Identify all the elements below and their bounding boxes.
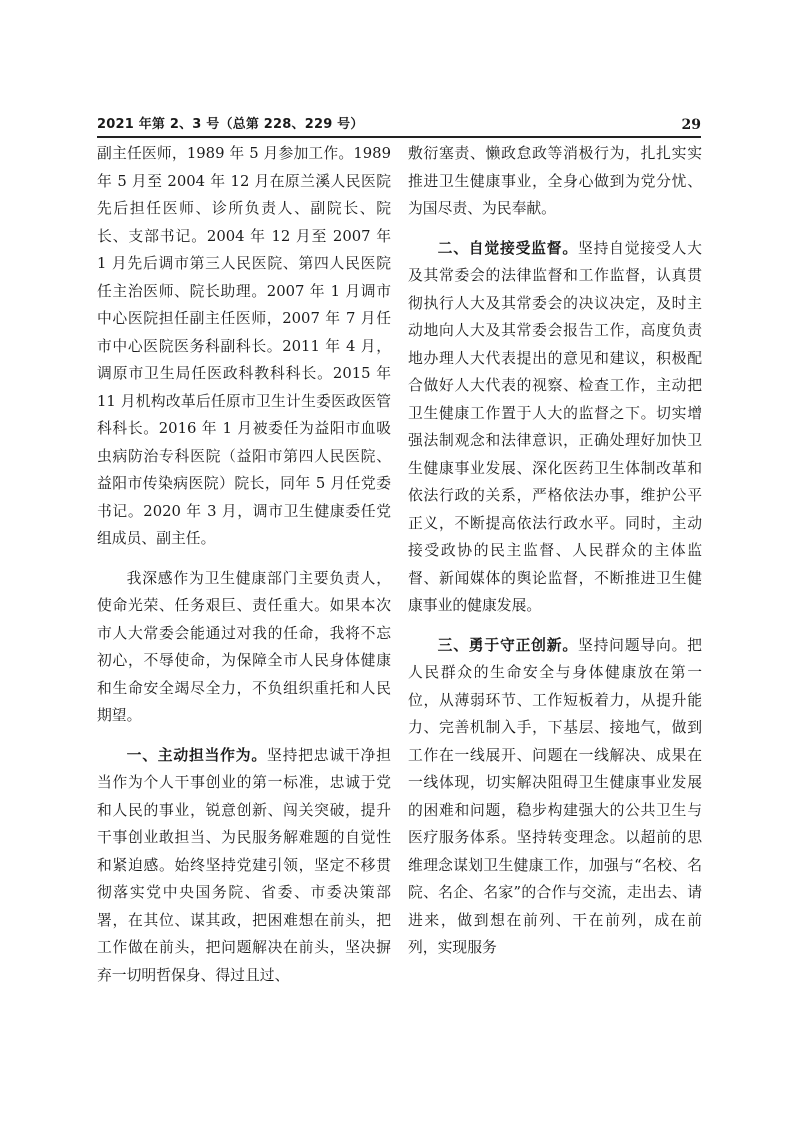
section-2-heading: 二、自觉接受监督。 [437,239,578,257]
section-1-continuation: 敷衍塞责、懒政怠政等消极行为，扎扎实实推进卫生健康事业，全身心做到为党分忧、为国尽责、为民奉献。 [408,145,702,217]
page-number: 29 [681,117,701,133]
left-column [97,140,391,989]
running-header [97,116,701,138]
bio-paragraph: 副主任医师，1989 年 5 月参加工作。1989 年 5 月至 2004 年 12 月在原兰溪人民医院先后担任医师、诊所负责人、副院长、院长、支部书记。2004 年 12 月至 2007 年 1 月先后调市第三人民医院、第四人民医院任主治医师、院长助理。2007 年 1 月调市中心医院担任副主任医师，2007 年 7 月任市中心医院医务科副科长。2011 年 4 月，调原市卫生局任医政科教科科长。2015 年 11 月机构改革后任原市卫生计生委医政医管科科长。2016 年 1 月被委任为益阳市血吸虫病防治专科医院（益阳市第四人民医院、益阳市传染病医院）院长，同年 5 月任党委书记。2020 年 3 月，调市卫生健康委任党组成员、副主任。 [97,145,391,547]
section-1-heading: 一、主动担当作为。 [126,746,267,764]
section-2-paragraph [408,235,702,620]
section-2-body: 坚持自觉接受人大及其常委会的法律监督和工作监督，认真贯彻执行人大及其常委会的决议决定，及时主动地向人大及其常委会报告工作，高度负责地办理人大代表提出的意见和建议，积极配合做好人大代表的视察、检查工作，主动把卫生健康工作置于人大的监督之下。切实增强法制观念和法律意识，正确处理好加快卫生健康事业发展、深化医药卫生体制改革和依法行政的关系，严格依法办事，维护公平正义，不断提高依法行政水平。同时，主动接受政协的民主监督、人民群众的主体监督、新闻媒体的舆论监督，不断推进卫生健康事业的健康发展。 [408,239,702,614]
section-3-heading: 三、勇于守正创新。 [437,636,578,654]
section-3-body: 坚持问题导向。把人民群众的生命安全与身体健康放在第一位，从薄弱环节、工作短板着力，从提升能力、完善机制入手，下基层、接地气，做到工作在一线展开、问题在一线解决、成果在一线体现，切实解决阻碍卫生健康事业发展的困难和问题，稳步构建强大的公共卫生与医疗服务体系。坚持转变理念。以超前的思维理念谋划卫生健康工作，加强与“名校、名院、名企、名家”的合作与交流，走出去、请进来，做到想在前列、干在前列，成在前列，实现服务 [408,636,702,956]
issue-label: 2021 年第 2、3 号（总第 228、229 号） [97,117,364,132]
section-1-body: 坚持把忠诚干净担当作为个人干事创业的第一标准，忠诚于党和人民的事业，锐意创新、闯关突破，提升干事创业敢担当、为民服务解难题的自觉性和紧迫感。始终坚持党建引领，坚定不移贯彻落实党中央国务院、省委、市委决策部署，在其位、谋其政，把困难想在前头，把工作做在前头，把问题解决在前头，坚决摒弃一切明哲保身、得过且过、 [97,746,391,984]
section-1-paragraph [97,742,391,990]
header-rule [97,136,701,138]
intro-paragraph: 我深感作为卫生健康部门主要负责人，使命光荣、任务艰巨、责任重大。如果本次市人大常委会能通过对我的任命，我将不忘初心，不辱使命，为保障全市人民身体健康和生命安全竭尽全力，不负组织重托和人民期望。 [97,569,391,724]
right-column [408,140,702,962]
section-3-paragraph [408,632,702,962]
